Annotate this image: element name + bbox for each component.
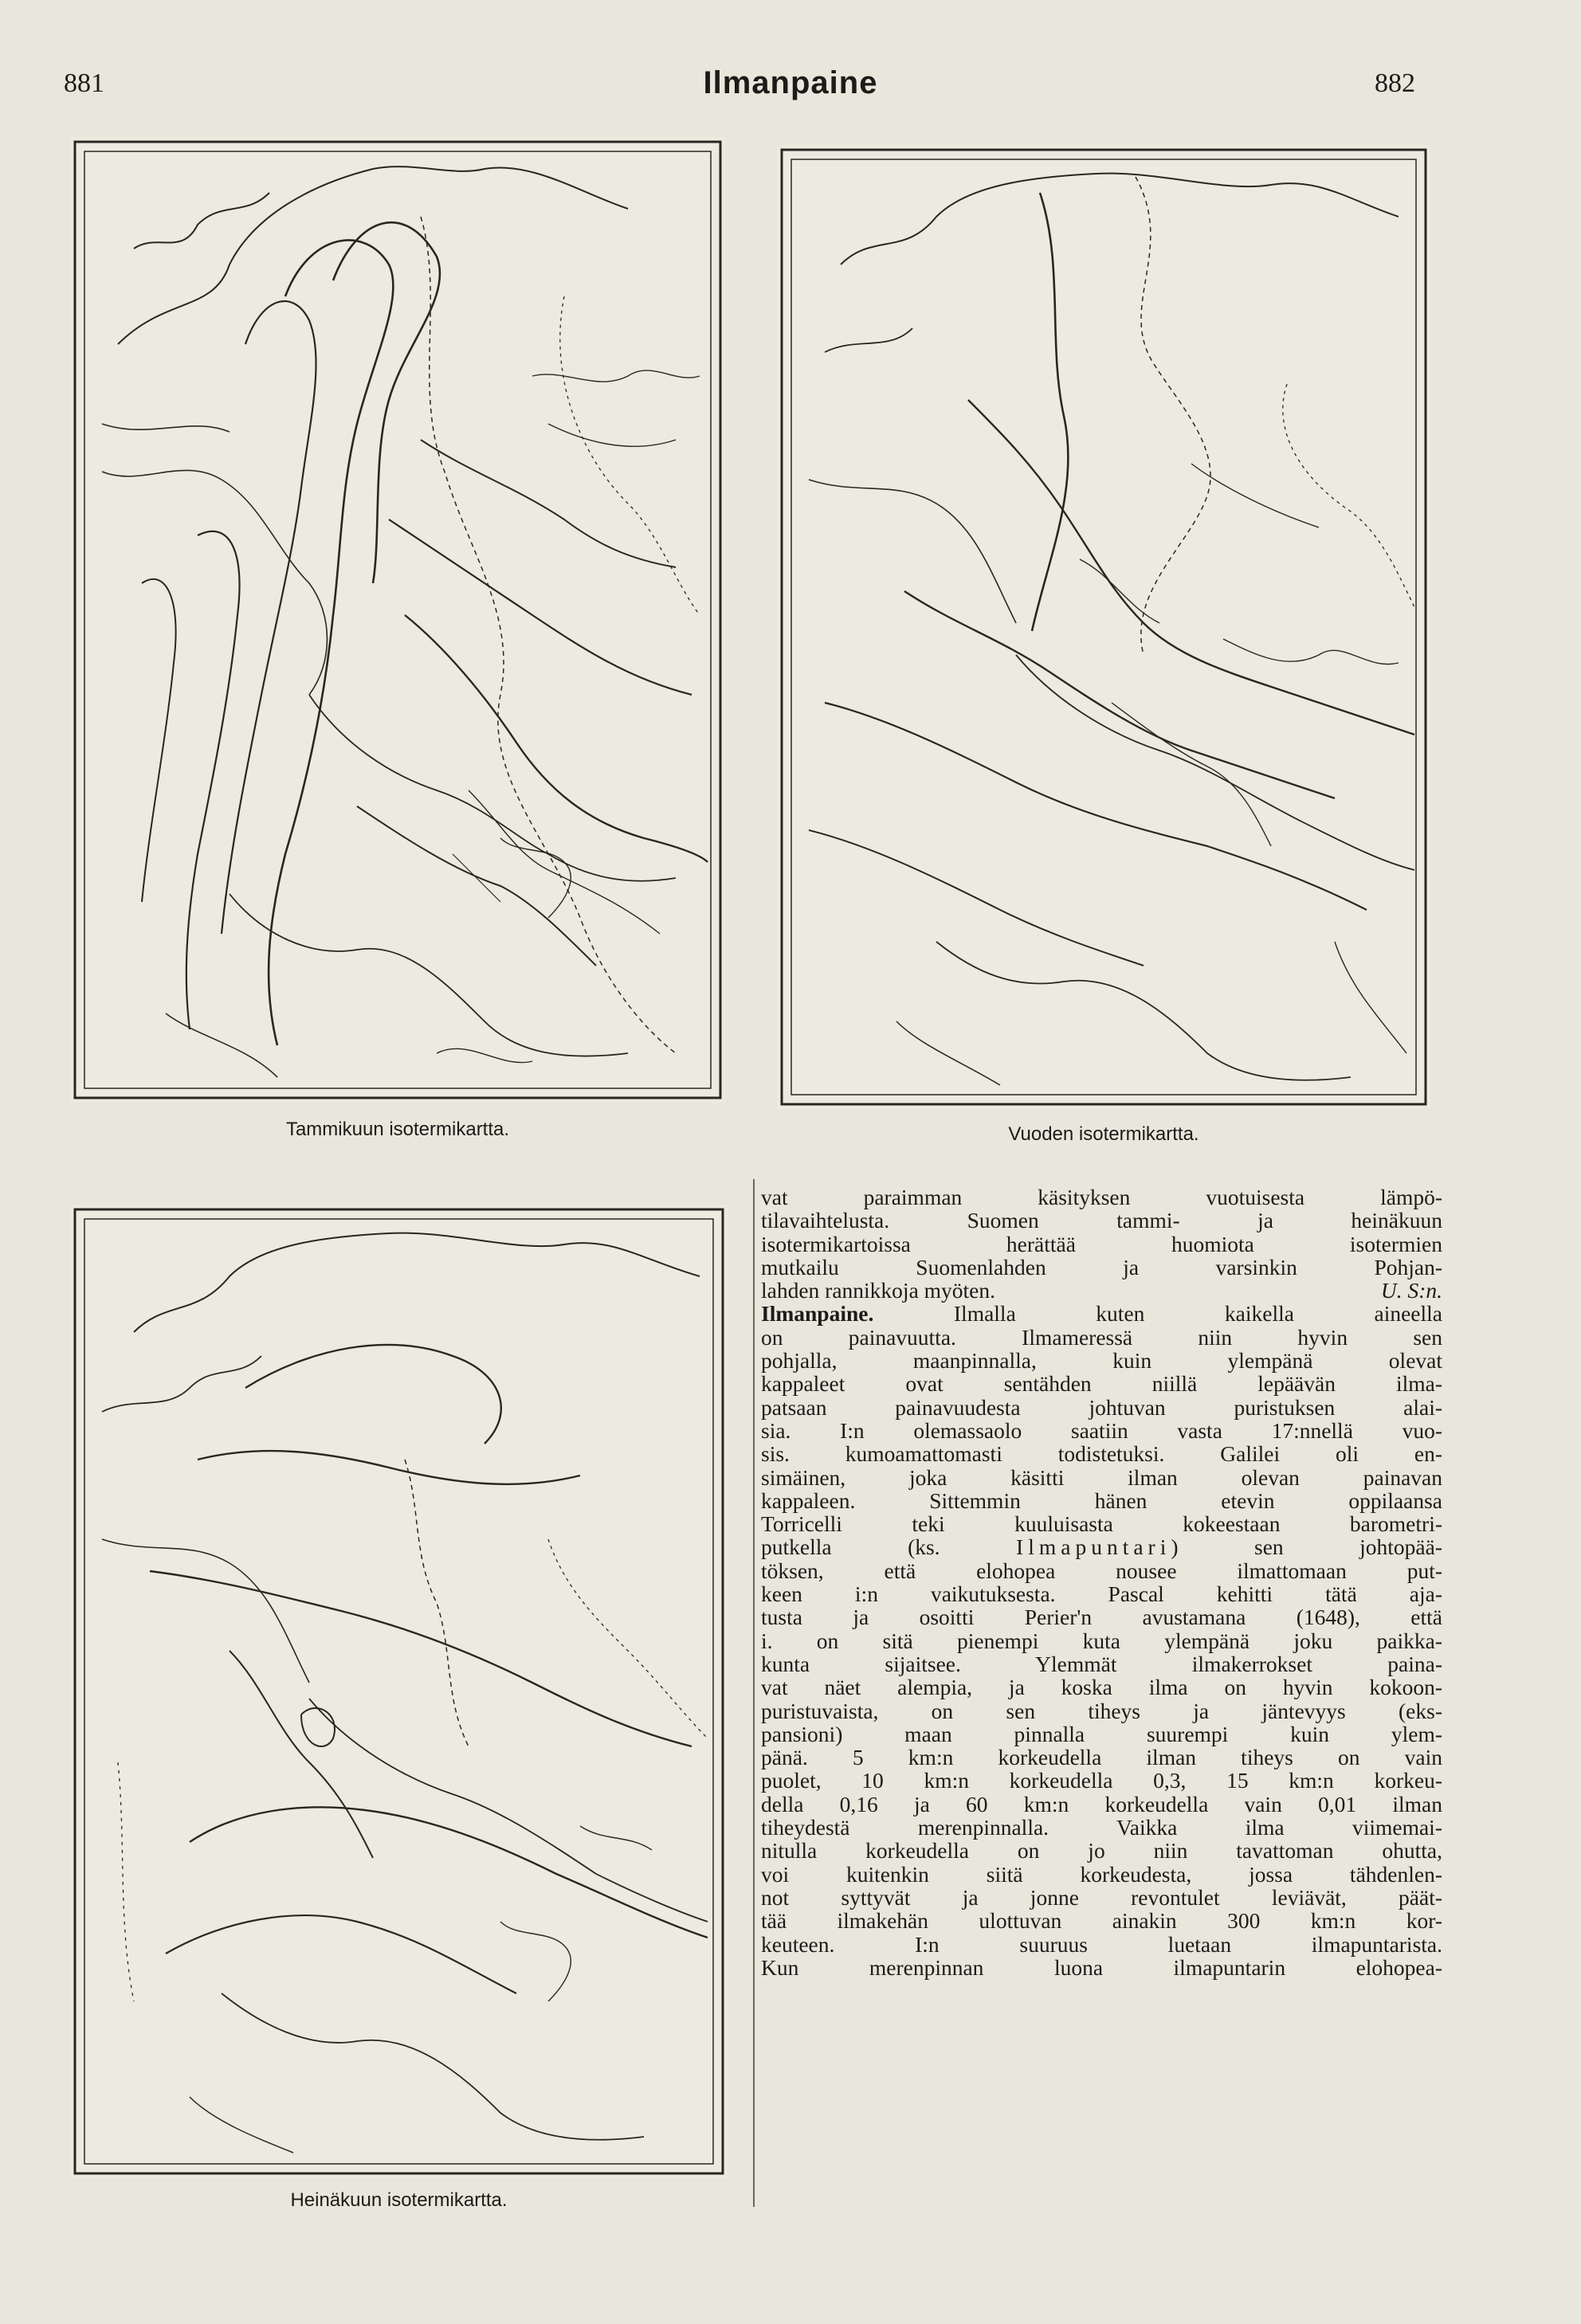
article-line: isotermikartoissa herättää huomiota isotermien bbox=[761, 1231, 1442, 1256]
article-line: tilavaihtelusta. Suomen tammi- ja heinäkuun bbox=[761, 1208, 1442, 1233]
article-line: tää ilmakehän ulottuvan ainakin 300 km:n kor- bbox=[761, 1908, 1442, 1934]
article-column bbox=[761, 1186, 1442, 1979]
article-line: keen i:n vaikutuksesta. Pascal kehitti tätä aja- bbox=[761, 1581, 1442, 1607]
year-map-caption: Vuoden isotermikartta. bbox=[1008, 1123, 1199, 1145]
year-isotherm-map bbox=[777, 145, 1430, 1109]
cross-reference-link[interactable]: Ilmapuntari bbox=[1016, 1534, 1171, 1560]
article-line: tiheydestä merenpinnalla. Vaikka ilma viimemai- bbox=[761, 1815, 1442, 1840]
article-line: puolet, 10 km:n korkeudella 0,3, 15 km:n korkeu- bbox=[761, 1768, 1442, 1793]
article-line: pansioni) maan pinnalla suurempi kuin ylem- bbox=[761, 1721, 1442, 1746]
ref-after: ) sen johtopää- bbox=[1171, 1534, 1442, 1560]
july-map-caption: Heinäkuun isotermikartta. bbox=[290, 2189, 508, 2211]
july-isotherm-map bbox=[70, 1205, 728, 2178]
article-line: mutkailu Suomenlahden ja varsinkin Pohjan- bbox=[761, 1254, 1442, 1280]
article-line: della 0,16 ja 60 km:n korkeudella vain 0,01 ilman bbox=[761, 1791, 1442, 1816]
author-signature: U. S:n. bbox=[1380, 1278, 1442, 1303]
article-line: Torricelli teki kuuluisasta kokeestaan barometri- bbox=[761, 1511, 1442, 1537]
article-line: kappaleen. Sittemmin hänen etevin oppilaansa bbox=[761, 1487, 1442, 1513]
article-heading-line bbox=[761, 1302, 1442, 1325]
article-line: sia. I:n olemassaolo saatiin vasta 17:nnellä vuo- bbox=[761, 1417, 1442, 1443]
ref-before: putkella (ks. bbox=[761, 1534, 1017, 1560]
article-line: voi kuitenkin siitä korkeudesta, jossa tähdenlen- bbox=[761, 1861, 1442, 1887]
article-line bbox=[761, 1279, 1442, 1302]
article-line: nitulla korkeudella on jo niin tavattoman ohutta, bbox=[761, 1838, 1442, 1864]
article-line: kappaleet ovat sentähden niillä lepäävän ilma- bbox=[761, 1371, 1442, 1397]
page-number-left: 881 bbox=[64, 69, 104, 98]
page-number-right: 882 bbox=[1375, 69, 1415, 98]
article-line: sis. kumoamattomasti todistetuksi. Galilei oli en- bbox=[761, 1441, 1442, 1467]
article-line: Kun merenpinnan luona ilmapuntarin elohopea- bbox=[761, 1954, 1442, 1980]
article-line: puristuvaista, on sen tiheys ja jäntevyys (eks- bbox=[761, 1698, 1442, 1723]
article-line: patsaan painavuudesta johtuvan puristuksen alai- bbox=[761, 1394, 1442, 1420]
article-line: pohjalla, maanpinnalla, kuin ylempänä olevat bbox=[761, 1348, 1442, 1374]
page-header bbox=[0, 62, 1581, 110]
article-line: keuteen. I:n suuruus luetaan ilmapuntarista. bbox=[761, 1931, 1442, 1957]
running-title: Ilmanpaine bbox=[703, 65, 878, 100]
article-reference-line bbox=[761, 1535, 1442, 1558]
january-map-caption: Tammikuun isotermikartta. bbox=[285, 1119, 510, 1140]
article-heading: Ilmanpaine. bbox=[761, 1301, 874, 1327]
article-line: on painavuutta. Ilmameressä niin hyvin sen bbox=[761, 1324, 1442, 1350]
article-heading-rest: Ilmalla kuten kaikella aineella bbox=[873, 1301, 1442, 1327]
article-line: kunta sijaitsee. Ylemmät ilmakerrokset paina- bbox=[761, 1651, 1442, 1676]
january-isotherm-map bbox=[70, 137, 725, 1103]
article-line: simäinen, joka käsitti ilman olevan painavan bbox=[761, 1464, 1442, 1490]
article-line: pänä. 5 km:n korkeudella ilman tiheys on vain bbox=[761, 1745, 1442, 1770]
article-line: i. on sitä pienempi kuta ylempänä joku paikka- bbox=[761, 1628, 1442, 1653]
article-line: vat paraimman käsityksen vuotuisesta lämpö- bbox=[761, 1185, 1442, 1209]
article-line: not syttyvät ja jonne revontulet leviävät, päät- bbox=[761, 1884, 1442, 1910]
column-divider bbox=[753, 1179, 755, 2207]
article-line: tusta ja osoitti Perier'n avustamana (1648), että bbox=[761, 1605, 1442, 1630]
article-line-text: lahden rannikkoja myöten. bbox=[761, 1278, 996, 1303]
article-line: töksen, että elohopea nousee ilmattomaan put- bbox=[761, 1558, 1442, 1583]
article-line: vat näet alempia, ja koska ilma on hyvin kokoon- bbox=[761, 1675, 1442, 1700]
